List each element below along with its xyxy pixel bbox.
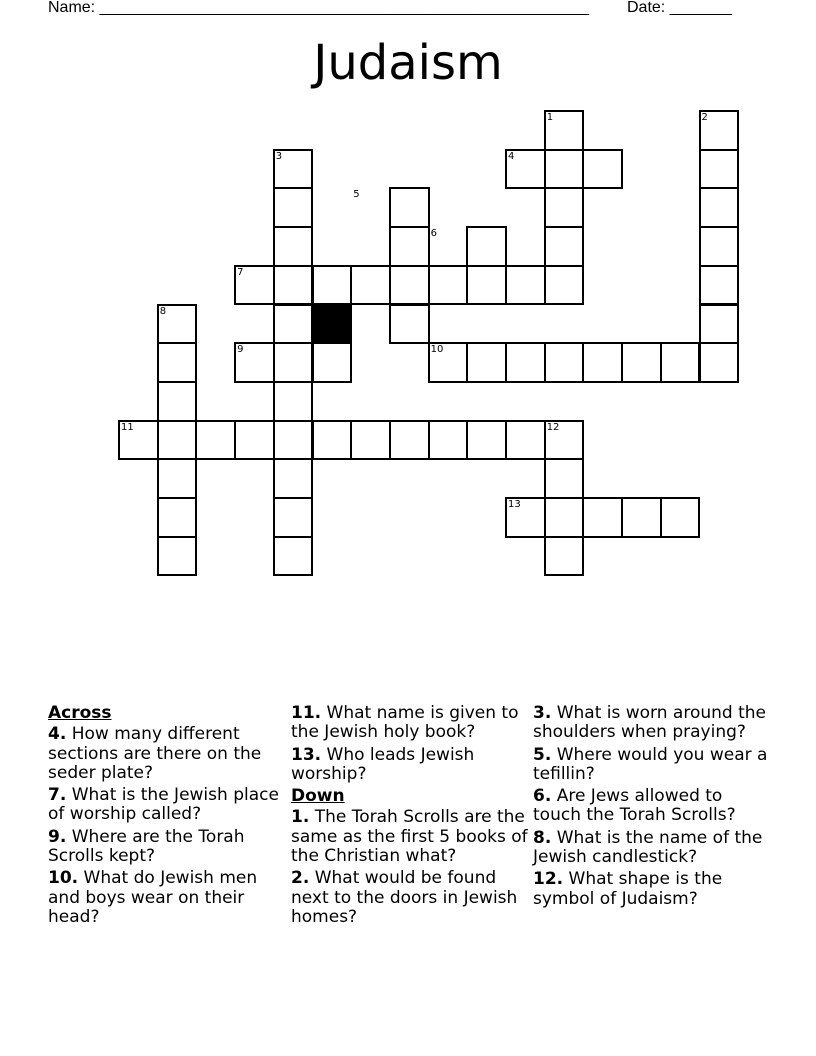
grid-cell[interactable] bbox=[505, 497, 546, 538]
grid-cell[interactable] bbox=[621, 342, 662, 383]
grid-cell[interactable] bbox=[428, 265, 469, 306]
grid-cell[interactable] bbox=[466, 420, 507, 461]
name-field bbox=[48, 0, 589, 17]
grid-cell[interactable] bbox=[273, 304, 314, 345]
grid-cell[interactable] bbox=[505, 265, 546, 306]
clue-text: Where are the Torah Scrolls kept? bbox=[48, 826, 245, 867]
grid-cell[interactable] bbox=[312, 265, 353, 306]
grid-cell[interactable] bbox=[582, 342, 623, 383]
grid-cell[interactable] bbox=[389, 304, 430, 345]
clue bbox=[291, 808, 531, 866]
grid-cell[interactable] bbox=[234, 342, 275, 383]
clue-number: 2 bbox=[701, 112, 708, 123]
grid-cell[interactable] bbox=[544, 342, 585, 383]
grid-cell[interactable] bbox=[544, 497, 585, 538]
grid-cell[interactable] bbox=[699, 342, 740, 383]
grid-cell[interactable] bbox=[699, 304, 740, 345]
grid-cell[interactable] bbox=[389, 187, 430, 228]
grid-cell[interactable] bbox=[582, 149, 623, 190]
grid-cell[interactable] bbox=[699, 226, 740, 267]
grid-cell[interactable] bbox=[389, 265, 430, 306]
clue-text: What do Jewish men and boys wear on their head? bbox=[48, 868, 258, 927]
grid-cell[interactable] bbox=[466, 265, 507, 306]
date-field bbox=[627, 0, 732, 17]
grid-cell[interactable] bbox=[389, 420, 430, 461]
down-heading: Down bbox=[291, 786, 345, 807]
grid-cell[interactable] bbox=[273, 265, 314, 306]
clue-number-label: 5. bbox=[533, 744, 552, 765]
grid-cell[interactable] bbox=[660, 342, 701, 383]
grid-cell[interactable] bbox=[544, 420, 585, 461]
grid-cell[interactable] bbox=[312, 420, 353, 461]
name-line[interactable]: _______________________________________________________ bbox=[99, 0, 589, 16]
clue bbox=[48, 869, 288, 927]
clue-number-label: 2. bbox=[291, 868, 310, 889]
grid-cell[interactable] bbox=[312, 342, 353, 383]
name-label: Name: bbox=[48, 0, 96, 16]
clue-text: Are Jews allowed to touch the Torah Scrolls? bbox=[533, 786, 736, 826]
clue bbox=[533, 787, 773, 826]
grid-cell[interactable] bbox=[699, 265, 740, 306]
grid-cell[interactable] bbox=[466, 342, 507, 383]
grid-cell[interactable] bbox=[273, 420, 314, 461]
grid-cell[interactable] bbox=[273, 458, 314, 499]
clue bbox=[291, 869, 531, 927]
clue-text: The Torah Scrolls are the same as the first 5 books of the Christian what? bbox=[291, 807, 528, 867]
grid-cell[interactable] bbox=[582, 497, 623, 538]
clue-text: What shape is the symbol of Judaism? bbox=[533, 869, 723, 909]
clue-number: 6 bbox=[430, 228, 437, 240]
grid-cell[interactable] bbox=[195, 420, 236, 461]
clue bbox=[291, 704, 531, 743]
clue bbox=[533, 829, 773, 868]
grid-cell[interactable] bbox=[273, 536, 314, 577]
grid-cell[interactable] bbox=[699, 110, 740, 151]
grid-cell[interactable] bbox=[544, 458, 585, 499]
clue-text: What is the Jewish place of worship called? bbox=[48, 785, 279, 825]
clue-text: Where would you wear a tefillin? bbox=[533, 744, 768, 784]
grid-cell[interactable] bbox=[273, 187, 314, 228]
grid-cell[interactable] bbox=[273, 149, 314, 190]
grid-cell[interactable] bbox=[544, 149, 585, 190]
clue bbox=[48, 828, 288, 867]
clue-number-label: 4. bbox=[48, 724, 67, 745]
grid-cell[interactable] bbox=[157, 381, 198, 422]
clue-number-label: 9. bbox=[48, 826, 67, 847]
grid-cell[interactable] bbox=[466, 226, 507, 267]
grid-cell[interactable] bbox=[544, 187, 585, 228]
clue-column-3 bbox=[533, 704, 773, 912]
clue-text: What would be found next to the doors in Jewish homes? bbox=[291, 868, 518, 927]
clue-number: 5 bbox=[353, 189, 360, 201]
clue bbox=[533, 746, 773, 785]
clue-number: 8 bbox=[159, 305, 167, 317]
grid-cell[interactable] bbox=[234, 265, 275, 306]
clue-column-1 bbox=[48, 704, 288, 930]
clue-number-label: 11. bbox=[291, 703, 322, 723]
blocked-cell bbox=[312, 304, 353, 345]
grid-cell[interactable] bbox=[699, 187, 740, 228]
grid-cell[interactable] bbox=[544, 265, 585, 306]
clue-text: What is the name of the Jewish candlestick? bbox=[533, 827, 763, 868]
clue-number: 4 bbox=[508, 150, 515, 162]
clue-number-label: 13. bbox=[291, 744, 322, 765]
clue-number: 11 bbox=[121, 421, 134, 433]
grid-cell[interactable] bbox=[505, 342, 546, 383]
date-label: Date: bbox=[627, 0, 666, 16]
clue-number-label: 7. bbox=[48, 785, 67, 806]
grid-cell[interactable] bbox=[234, 420, 275, 461]
grid-cell[interactable] bbox=[544, 110, 585, 151]
clue-number-label: 6. bbox=[533, 786, 552, 807]
page-title: Judaism bbox=[313, 35, 503, 91]
grid-cell[interactable] bbox=[157, 304, 198, 345]
grid-cell[interactable] bbox=[157, 342, 198, 383]
grid-cell[interactable] bbox=[544, 226, 585, 267]
clue-text: How many different sections are there on the seder plate? bbox=[48, 724, 262, 783]
clue-number: 13 bbox=[508, 499, 521, 510]
clue-number: 9 bbox=[237, 344, 244, 356]
grid-cell[interactable] bbox=[505, 149, 546, 190]
grid-cell[interactable] bbox=[428, 420, 469, 461]
clue-number: 10 bbox=[430, 344, 444, 356]
clue-column-2 bbox=[291, 704, 531, 930]
grid-cell[interactable] bbox=[350, 420, 391, 461]
grid-cell[interactable] bbox=[544, 536, 585, 577]
clue bbox=[533, 704, 773, 743]
grid-cell[interactable] bbox=[157, 497, 198, 538]
grid-cell[interactable] bbox=[118, 420, 159, 461]
clue bbox=[533, 870, 773, 909]
grid-cell[interactable] bbox=[273, 381, 314, 422]
grid-cell[interactable] bbox=[350, 265, 391, 306]
clue bbox=[48, 725, 288, 783]
clue-number: 7 bbox=[237, 266, 244, 278]
grid-cell[interactable] bbox=[157, 420, 198, 461]
clue-number-label: 3. bbox=[533, 703, 552, 723]
clue-text: What name is given to the Jewish holy book? bbox=[291, 703, 519, 743]
grid-cell[interactable] bbox=[660, 497, 701, 538]
grid-cell[interactable] bbox=[389, 226, 430, 267]
grid-cell[interactable] bbox=[621, 497, 662, 538]
grid-cell[interactable] bbox=[505, 420, 546, 461]
clue bbox=[291, 746, 531, 785]
grid-cell[interactable] bbox=[699, 149, 740, 190]
grid-cell[interactable] bbox=[273, 342, 314, 383]
grid-cell[interactable] bbox=[273, 226, 314, 267]
clue-number: 12 bbox=[546, 421, 560, 433]
grid-cell[interactable] bbox=[157, 458, 198, 499]
clue-number-label: 10. bbox=[48, 868, 79, 889]
clue-number-label: 8. bbox=[533, 827, 552, 848]
clue-number-label: 1. bbox=[291, 807, 310, 828]
grid-cell[interactable] bbox=[157, 536, 198, 577]
clue-text: What is worn around the shoulders when praying? bbox=[533, 703, 767, 743]
grid-cell[interactable] bbox=[428, 342, 469, 383]
clue bbox=[48, 786, 288, 825]
clue-number: 3 bbox=[275, 150, 283, 162]
clue-number-label: 12. bbox=[533, 869, 564, 890]
date-line[interactable]: _______ bbox=[669, 0, 732, 16]
clue-number: 1 bbox=[546, 112, 554, 123]
clue-text: Who leads Jewish worship? bbox=[291, 744, 475, 784]
grid-cell[interactable] bbox=[273, 497, 314, 538]
across-heading: Across bbox=[48, 703, 112, 723]
